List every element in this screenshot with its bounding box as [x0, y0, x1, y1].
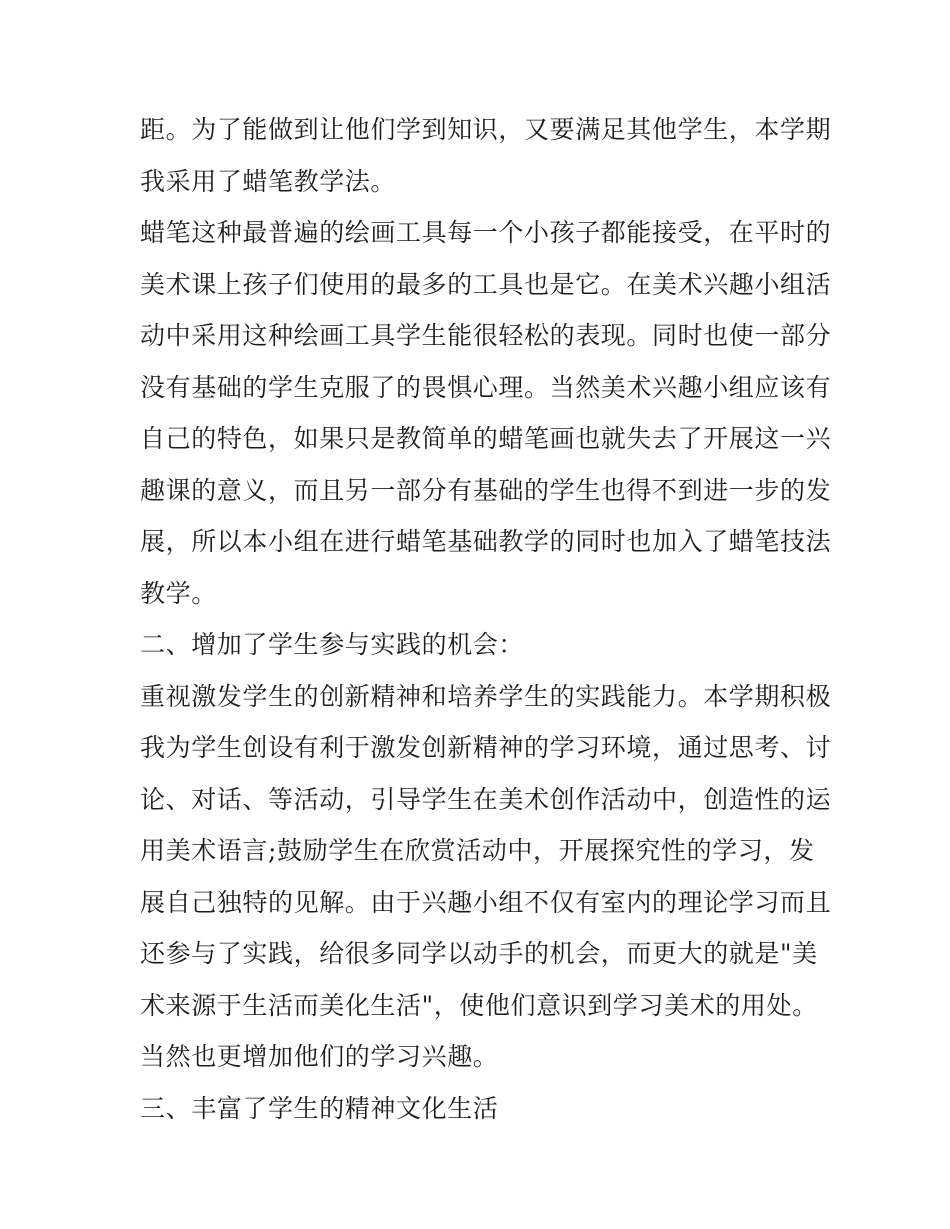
text-line-13: 我为学生创设有利于激发创新精神的学习环境，通过思考、讨 — [140, 733, 832, 762]
text-line-15: 用美术语言;鼓励学生在欣赏活动中，开展探究性的学习，发 — [140, 836, 815, 865]
text-line-2: 我采用了蜡笔教学法。 — [140, 166, 397, 196]
text-line-19: 当然也更增加他们的学习兴趣。 — [140, 1042, 499, 1071]
text-line-18: 术来源于生活而美化生活"，使他们意识到学习美术的用处。 — [140, 990, 818, 1020]
text-line-9: 展，所以本小组在进行蜡笔基础教学的同时也加入了蜡笔技法 — [140, 527, 832, 556]
text-line-17: 还参与了实践，给很多同学以动手的机会，而更大的就是"美 — [140, 939, 818, 968]
text-line-1: 距。为了能做到让他们学到知识，又要满足其他学生，本学期 — [140, 115, 832, 144]
text-line-8: 趣课的意义，而且另一部分有基础的学生也得不到进一步的发 — [140, 475, 832, 505]
text-line-16: 展自己独特的见解。由于兴趣小组不仅有室内的理论学习而且 — [140, 887, 832, 917]
text-line-5: 动中采用这种绘画工具学生能很轻松的表现。同时也使一部分 — [140, 321, 832, 350]
text-line-14: 论、对话、等活动，引导学生在美术创作活动中，创造性的运 — [140, 784, 832, 814]
text-line-3: 蜡笔这种最普遍的绘画工具每一个小孩子都能接受，在平时的 — [140, 218, 832, 247]
text-line-10: 教学。 — [140, 578, 217, 608]
text-line-7: 自己的特色，如果只是教简单的蜡笔画也就失去了开展这一兴 — [140, 424, 832, 453]
section-heading-2: 二、增加了学生参与实践的机会： — [140, 630, 525, 659]
text-line-4: 美术课上孩子们使用的最多的工具也是它。在美术兴趣小组活 — [140, 269, 832, 299]
section-heading-3: 三、丰富了学生的精神文化生活 — [140, 1093, 499, 1123]
text-line-12: 重视激发学生的创新精神和培养学生的实践能力。本学期积极 — [140, 681, 832, 711]
body-text — [140, 104, 832, 1134]
text-line-6: 没有基础的学生克服了的畏惧心理。当然美术兴趣小组应该有 — [140, 372, 832, 402]
